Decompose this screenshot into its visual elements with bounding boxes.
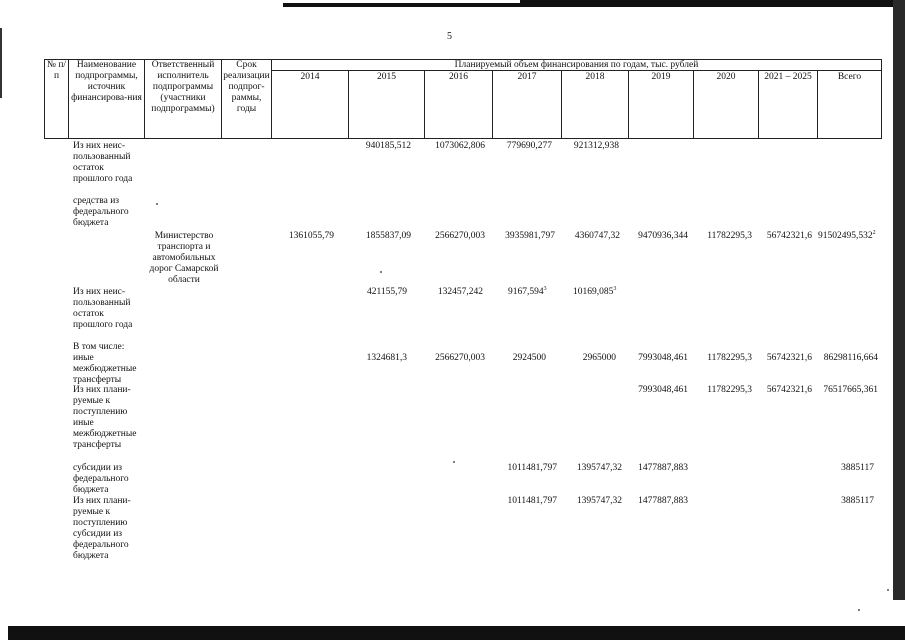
cell-2019: 1477887,883 [638, 496, 688, 506]
cell-2019: 7993048,461 [638, 385, 688, 395]
cell-2016: 2566270,003 [435, 231, 485, 241]
cell-2016: 132457,242 [437, 287, 483, 297]
header-total: Всего [837, 72, 862, 82]
cell-total: 91502495,532$^2$ [818, 229, 876, 241]
header-name: Наименование подпрограммы, источник финансирова-ния [71, 60, 142, 103]
cell-2016: 1073062,806 [435, 141, 485, 151]
cell-2019: 1477887,883 [638, 463, 688, 473]
cell-2020: 11782295,3 [707, 231, 752, 241]
header-year-2020: 2020 [716, 72, 736, 82]
cell-2015: 1324681,3 [366, 353, 407, 363]
cell-2016: 2566270,003 [435, 353, 485, 363]
cell-2018: 921312,938 [573, 141, 619, 151]
row-label: субсидии из федерального бюджета [73, 463, 129, 495]
cell-2018: 1395747,32 [576, 463, 622, 473]
header-responsible: Ответственный исполнитель подпрограммы (участники подпрограммы) [151, 60, 215, 114]
scan-border-bottom [8, 626, 905, 640]
header-term: Срок реализации подпрог-раммы, годы [223, 60, 270, 114]
cell-2017: 2924500 [512, 353, 546, 363]
cell-2021-2025: 56742321,6 [766, 353, 812, 363]
row-label: Из них неис-пользованный остаток прошлого года [73, 141, 133, 184]
cell-2018: 4360747,32 [574, 231, 620, 241]
cell-2015: 421155,79 [366, 287, 407, 297]
cell-2017: 1011481,797 [507, 463, 557, 473]
cell-total: 86298116,664 [823, 353, 878, 363]
scan-border-top-line [283, 3, 905, 7]
cell-2019: 7993048,461 [638, 353, 688, 363]
row-label: Из них плани-руемые к поступлению субсидии из федерального бюджета [73, 496, 131, 561]
header-planned: Планируемый объем финансирования по годам, тыс. рублей [454, 60, 699, 70]
cell-2017: 9167,594$^3$ [508, 285, 547, 297]
cell-total: 3885117 [841, 496, 874, 506]
scan-border-right [893, 0, 905, 600]
header-year-2015: 2015 [377, 72, 396, 82]
row-label: Из них неис-пользованный остаток прошлого года [73, 287, 133, 330]
cell-responsible: Министерство транспорта и автомобильных дорог Самарской области [149, 231, 219, 285]
scan-speck [887, 589, 889, 591]
header-no: № п/п [46, 60, 67, 81]
cell-2017: 779690,277 [506, 141, 552, 151]
cell-2014: 1361055,79 [288, 231, 334, 241]
cell-2021-2025: 56742321,6 [766, 385, 812, 395]
cell-2018: 2965000 [582, 353, 616, 363]
header-year-2019: 2019 [651, 72, 671, 82]
cell-2017: 1011481,797 [507, 496, 557, 506]
page-number: 5 [447, 31, 452, 42]
header-year-2014: 2014 [300, 72, 320, 82]
cell-total: 3885117 [841, 463, 874, 473]
scan-speck [858, 609, 860, 611]
cell-2017: 3935981,797 [505, 231, 555, 241]
cell-2020: 11782295,3 [707, 353, 752, 363]
cell-2018: 1395747,32 [576, 496, 622, 506]
cell-2020: 11782295,3 [707, 385, 752, 395]
cell-2015: 940185,512 [365, 141, 411, 151]
header-year-2018: 2018 [585, 72, 605, 82]
row-label: средства из федерального бюджета [73, 196, 129, 228]
cell-total: 76517665,361 [823, 385, 878, 395]
scan-mark-left [0, 28, 2, 98]
cell-2018: 10169,085$^3$ [573, 285, 617, 297]
header-year-2021-2025: 2021 – 2025 [764, 72, 812, 82]
cell-2021-2025: 56742321,6 [766, 231, 812, 241]
row-label: Из них плани-руемые к поступлению иные межбюджетные трансферты [73, 385, 137, 450]
header-year-2017: 2017 [517, 72, 537, 82]
cell-2015: 1855837,09 [365, 231, 411, 241]
row-label: В том числе: иные межбюджетные трансферты [73, 342, 137, 385]
header-year-2016: 2016 [449, 72, 468, 82]
cell-2019: 9470936,344 [638, 231, 688, 241]
